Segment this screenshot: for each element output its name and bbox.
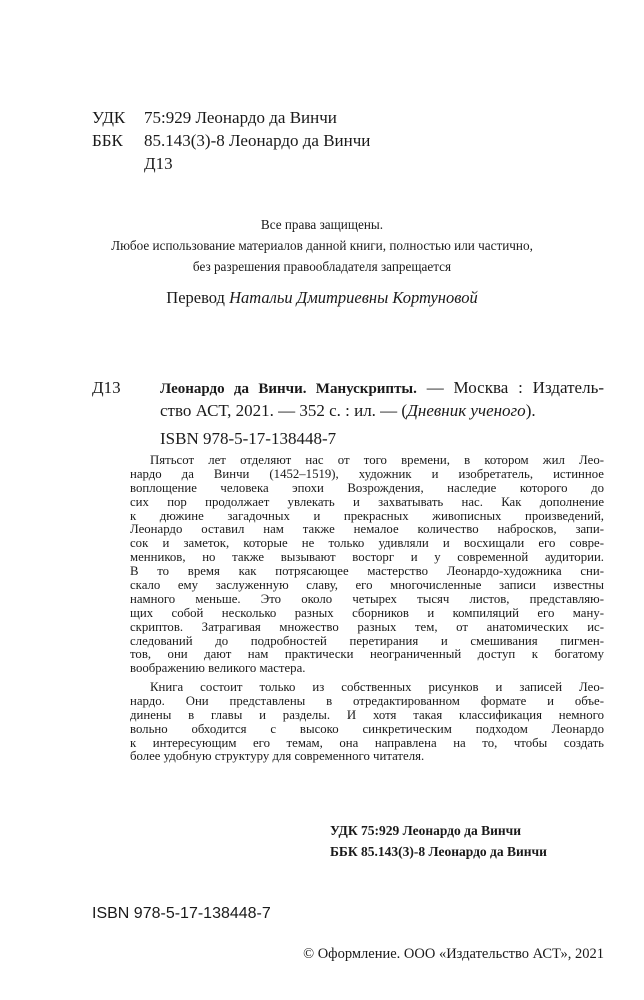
annotation-line: щих собой несколько разных сборников и компиляций его ману- [130,606,604,620]
rights-notice [0,214,644,277]
biblio-line-1 [160,377,604,400]
biblio-line-2 [160,400,604,421]
annotation-line: сих пор продолжает увлекать и захватывать нас. Как дополнение [130,495,604,509]
translator-name: Натальи Дмитриевны Кортуновой [229,288,478,307]
annotation-line: воплощение человека эпохи Возрождения, наследие которого до [130,481,604,495]
annotation-line: к интересующим его темам, она направлена на то, чтобы создать [130,736,604,750]
annotation-line: В то время как потрясающее мастерство Леонардо-художника сни- [130,565,604,579]
annotation-line: динены в главы и разделы. И хотя такая классификация немного [130,708,604,722]
translation-prefix: Перевод [166,288,225,307]
annotation-line: более удобную структуру для современного читателя. [130,750,425,764]
udk-footer [330,820,547,862]
rights-line: Все права защищены. [260,217,384,232]
annotation-line: к дюжине загадочных и прекрасных живописных произведений, [130,509,604,523]
annotation-line: нардо да Винчи (1452–1519), художник и изобретатель, истинное [130,467,604,481]
classification-block [92,106,370,175]
bibliographic-code: Д13 [92,378,121,397]
isbn-record: ISBN 978-5-17-138448-7 [160,429,337,448]
bbk-key: ББК [92,131,123,150]
book-title: Леонардо да Винчи. Манускрипты. [160,381,417,397]
biblio-details: ство АСТ, 2021. — 352 с. : ил. — ( [160,401,408,420]
annotation-line: вольно обходится с высоко синкретическим подходом Леонардо [130,722,604,736]
annotation-line: воображению великого мастера. [130,662,306,676]
author-mark-row [92,152,370,175]
copyright: © Оформление. ООО «Издательство АСТ», 2021 [303,946,604,962]
bbk-value: 85.143(3)-8 Леонардо да Винчи [144,131,371,150]
rights-line: Любое использование материалов данной книги, полностью или частично, [111,238,533,253]
annotation-paragraph-1 [130,454,604,676]
annotation-line: менников, но также вызывают восторг и у современной аудитории. [130,551,604,565]
annotation-line: Леонардо оставил нам также немалое количество набросков, запи- [130,523,604,537]
author-mark-value: Д13 [144,154,173,173]
annotation-line: сок и заметок, которые не только удивляли и восхищали его совре- [130,537,604,551]
udk-footer-line: УДК 75:929 Леонардо да Винчи [330,823,522,838]
biblio-end: ). [525,401,536,420]
udk-row [92,106,370,129]
annotation-line: скало ему заслуженную славу, его многочисленные записи известны [130,579,604,593]
annotation-line: скриптов. Затрагивая множество разных тем, от анатомических ис- [130,620,604,634]
rights-line: без разрешения правообладателя запрещается [192,259,452,274]
author-mark-key [92,152,144,175]
annotation-line: тов, они дают нам практически неограниченный доступ к богатому [130,648,604,662]
bbk-row [92,129,370,152]
annotation-line: следований до подробностей перетирания и смешивания пигмен- [130,634,604,648]
series-name: Дневник ученого [407,401,526,420]
udk-key: УДК [92,108,126,127]
annotation-line: намного меньше. Это около четырех тысяч листов, представляю- [130,592,604,606]
biblio-publisher: — Москва : Издатель- [416,378,604,397]
bibliographic-record [160,377,604,421]
udk-value: 75:929 Леонардо да Винчи [144,108,337,127]
annotation-line: Пятьсот лет отделяют нас от того времени, в котором жил Лео- [150,454,604,467]
annotation-paragraph-2 [130,681,604,764]
bbk-footer-line: ББК 85.143(3)-8 Леонардо да Винчи [330,844,547,859]
translation-credit [0,288,644,308]
annotation-line: нардо. Они представлены в отредактированном формате и объе- [130,694,604,708]
isbn-footer: ISBN 978-5-17-138448-7 [92,905,271,922]
annotation-line: Книга состоит только из собственных рисунков и записей Лео- [150,681,604,694]
